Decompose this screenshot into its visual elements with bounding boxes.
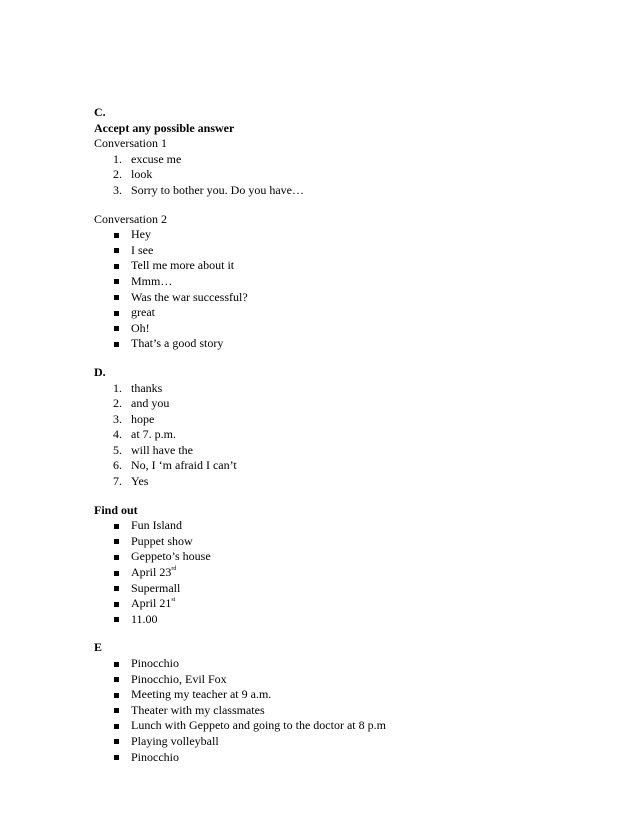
- list-item-text: Was the war successful?: [131, 289, 248, 304]
- square-bullet-icon: [114, 739, 119, 744]
- list-item: [94, 565, 614, 581]
- list-item-text: Sorry to bother you. Do you have…: [131, 182, 304, 197]
- list-item-text: No, I ‘m afraid I can’t: [131, 458, 237, 473]
- square-bullet-icon: [114, 693, 119, 698]
- square-bullet-icon: [114, 295, 119, 300]
- list-item: [94, 305, 614, 321]
- list-item-text: Hey: [131, 227, 151, 242]
- list-item-text: I see: [131, 242, 154, 257]
- square-bullet-icon: [114, 248, 119, 253]
- list-item: [94, 167, 614, 183]
- list-item-text: thanks: [131, 380, 163, 395]
- list-item-text: Supermall: [131, 580, 181, 595]
- list-item: [94, 581, 614, 597]
- list-item: [94, 321, 614, 337]
- list-number: 3.: [113, 411, 122, 426]
- list-item: [94, 549, 614, 565]
- list-item-text: Theater with my classmates: [131, 702, 265, 717]
- list-item: [94, 274, 614, 290]
- list-item: [94, 458, 614, 474]
- list-item-text: and you: [131, 396, 170, 411]
- list-item-text: Lunch with Geppeto and going to the doctor at 8 p.m: [131, 718, 386, 733]
- section-c-heading: C.: [94, 105, 106, 119]
- list-number: 2.: [113, 167, 122, 182]
- list-item: [94, 734, 614, 750]
- list-item-text: look: [131, 167, 153, 182]
- list-item: [94, 596, 614, 612]
- square-bullet-icon: [114, 602, 119, 607]
- list-item: [94, 672, 614, 688]
- list-item: [94, 412, 614, 428]
- square-bullet-icon: [114, 555, 119, 560]
- ordinal-suffix: st: [171, 597, 176, 604]
- square-bullet-icon: [114, 524, 119, 529]
- square-bullet-icon: [114, 539, 119, 544]
- list-item: [94, 336, 614, 352]
- list-item: [94, 656, 614, 672]
- square-bullet-icon: [114, 617, 119, 622]
- list-item: [94, 518, 614, 534]
- list-item-text: Fun Island: [131, 518, 182, 533]
- list-number: 4.: [113, 427, 122, 442]
- list-item: [94, 534, 614, 550]
- list-item: [94, 474, 614, 490]
- square-bullet-icon: [114, 571, 119, 576]
- list-item: [94, 243, 614, 259]
- list-item-text: April 23: [131, 565, 172, 580]
- square-bullet-icon: [114, 264, 119, 269]
- list-item: [94, 612, 614, 628]
- list-item-text: Tell me more about it: [131, 258, 235, 273]
- list-item-text: Yes: [131, 474, 149, 489]
- list-item-text: April 21: [131, 596, 172, 611]
- list-item: [94, 152, 614, 168]
- list-item-text: That’s a good story: [131, 336, 224, 351]
- list-item-text: Puppet show: [131, 533, 193, 548]
- list-item-text: hope: [131, 411, 155, 426]
- list-item-text: great: [131, 305, 155, 320]
- list-item-text: Geppeto’s house: [131, 549, 211, 564]
- square-bullet-icon: [114, 586, 119, 591]
- list-item: [94, 290, 614, 306]
- list-item-text: Pinocchio: [131, 749, 179, 764]
- list-item-text: 11.00: [131, 611, 158, 626]
- square-bullet-icon: [114, 755, 119, 760]
- list-item-text: Meeting my teacher at 9 a.m.: [131, 687, 272, 702]
- square-bullet-icon: [114, 342, 119, 347]
- list-item: [94, 687, 614, 703]
- conversation-2-title: Conversation 2: [94, 211, 167, 226]
- list-item-text: Mmm…: [131, 273, 173, 288]
- conversation-1-title: Conversation 1: [94, 136, 167, 151]
- list-item-text: Playing volleyball: [131, 733, 219, 748]
- list-number: 3.: [113, 182, 122, 197]
- section-e-heading: E: [94, 640, 103, 655]
- list-item-text: Pinocchio, Evil Fox: [131, 671, 227, 686]
- list-number: 7.: [113, 474, 122, 489]
- square-bullet-icon: [114, 311, 119, 316]
- square-bullet-icon: [114, 708, 119, 713]
- list-item: [94, 227, 614, 243]
- list-item: [94, 427, 614, 443]
- list-item: [94, 396, 614, 412]
- list-number: 1.: [113, 151, 122, 166]
- find-out-heading: Find out: [94, 502, 138, 517]
- section-d-heading: D.: [94, 364, 106, 379]
- list-number: 5.: [113, 442, 122, 457]
- list-item-text: Pinocchio: [131, 656, 179, 670]
- list-item: [94, 443, 614, 459]
- list-number: 6.: [113, 458, 122, 473]
- square-bullet-icon: [114, 326, 119, 331]
- list-number: 2.: [113, 396, 122, 411]
- square-bullet-icon: [114, 677, 119, 682]
- list-item-text: Oh!: [131, 320, 150, 335]
- list-number: 1.: [113, 380, 122, 395]
- list-item-text: will have the: [131, 442, 193, 457]
- list-item: [94, 258, 614, 274]
- list-item-text: at 7. p.m.: [131, 427, 176, 442]
- list-item: [94, 183, 614, 199]
- document-page: [94, 105, 614, 765]
- square-bullet-icon: [114, 724, 119, 729]
- ordinal-suffix: rd: [171, 566, 177, 573]
- square-bullet-icon: [114, 279, 119, 284]
- square-bullet-icon: [114, 662, 119, 667]
- list-item: [94, 381, 614, 397]
- list-item: [94, 703, 614, 719]
- list-item-text: excuse me: [131, 151, 182, 166]
- section-c-subheading: Accept any possible answer: [94, 120, 235, 135]
- square-bullet-icon: [114, 233, 119, 238]
- list-item: [94, 718, 614, 734]
- list-item: [94, 750, 614, 766]
